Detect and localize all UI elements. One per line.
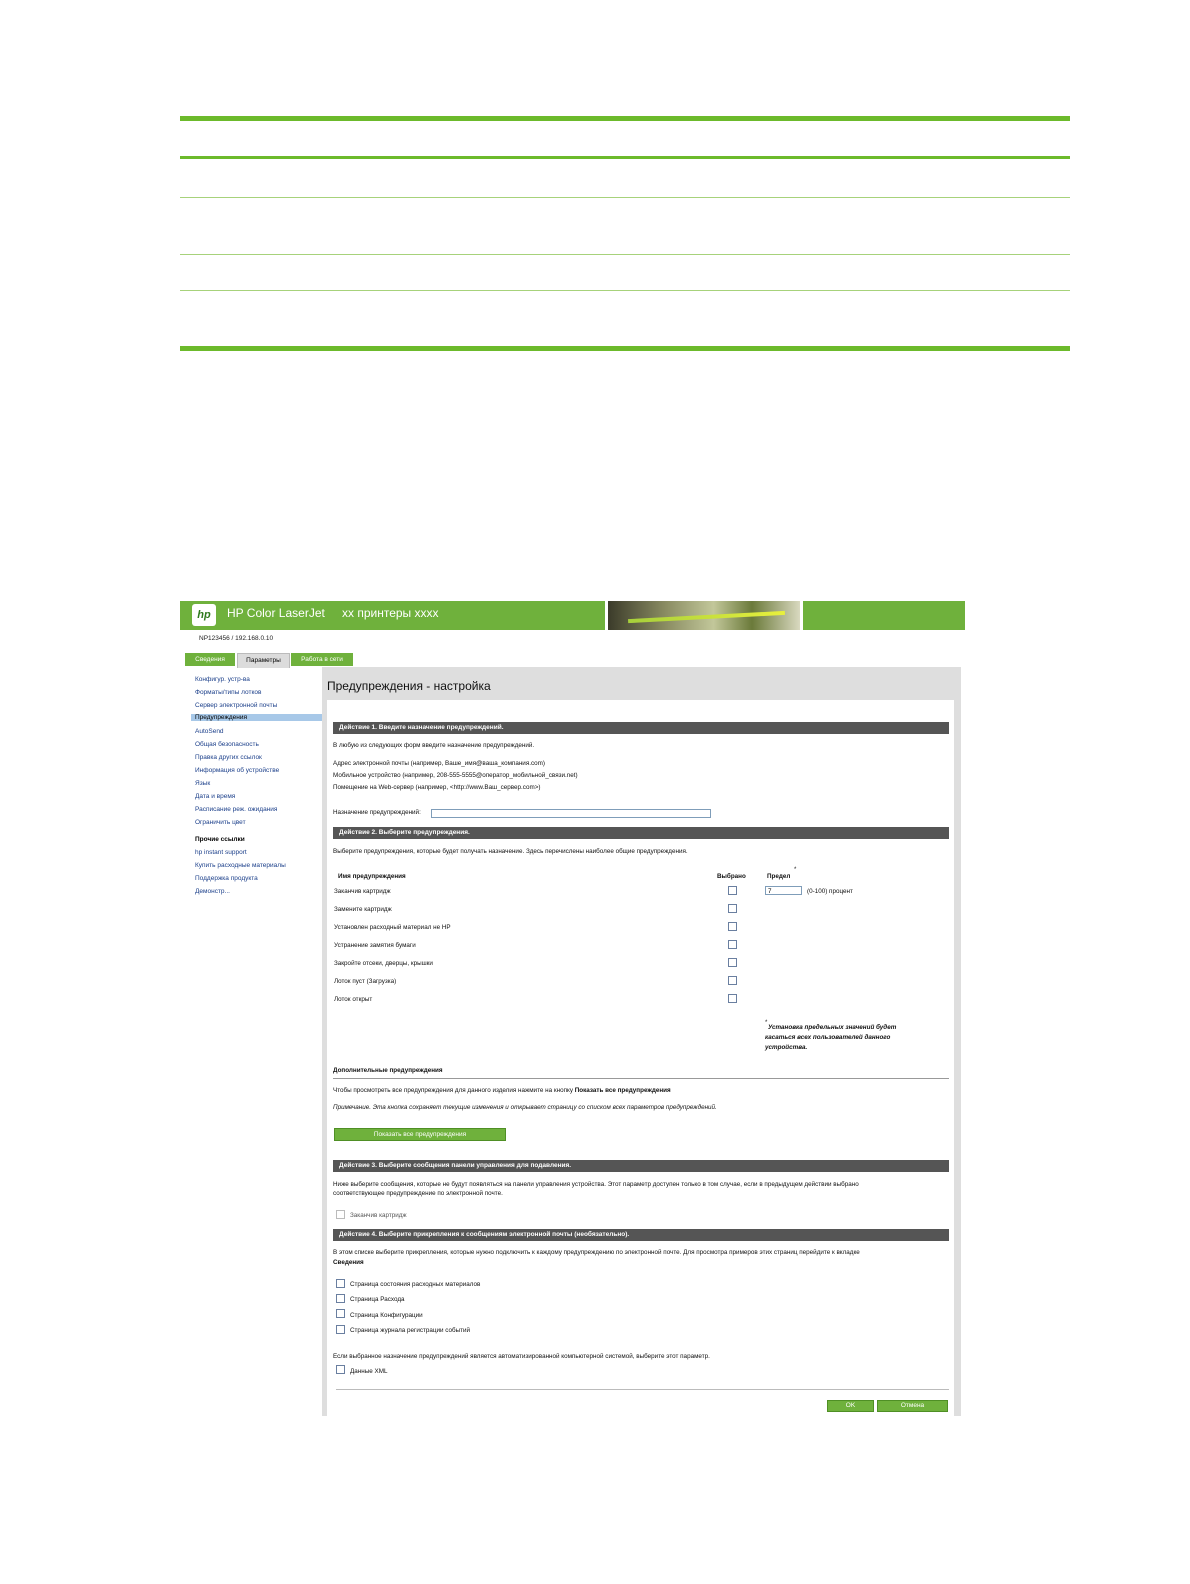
table-row-rule	[180, 197, 1070, 198]
header-banner	[180, 601, 965, 630]
other-links-heading: Прочие ссылки	[195, 836, 245, 843]
xml-label: Данные XML	[350, 1368, 388, 1375]
sidebar-item-restrict-color[interactable]: Ограничить цвет	[195, 819, 246, 826]
sidebar-item-device-config[interactable]: Конфигур. устр-ва	[195, 676, 250, 683]
sidebar-item-date-time[interactable]: Дата и время	[195, 793, 236, 800]
threshold-input[interactable]: 7	[765, 886, 802, 895]
step1-intro: В любую из следующих форм введите назначение предупреждений.	[333, 742, 535, 749]
sidebar-item-alerts[interactable]: Предупреждения	[191, 714, 325, 721]
mobile-example: Мобильное устройство (например, 208-555-5555@оператор_мобильной_связи.net)	[333, 772, 578, 779]
attach-checkbox-supplies[interactable]	[336, 1279, 345, 1288]
alert-checkbox-tray-open[interactable]	[728, 994, 737, 1003]
banner-photo	[608, 601, 800, 630]
step3-bar: Действие 3. Выберите сообщения панели управления для подавления.	[333, 1160, 949, 1172]
banner-green-right	[803, 601, 965, 630]
product-model: xx принтеры xxxx	[342, 606, 439, 620]
sidebar-item-sleep-schedule[interactable]: Расписание реж. ожидания	[195, 806, 278, 813]
alert-name-non-hp-supply: Установлен расходный материал не HP	[334, 924, 451, 931]
destination-input[interactable]	[431, 809, 711, 818]
sidebar-item-security[interactable]: Общая безопасность	[195, 741, 259, 748]
alert-checkbox-paper-jam[interactable]	[728, 940, 737, 949]
content-panel	[327, 700, 954, 1416]
alert-name-paper-jam: Устранение замятия бумаги	[334, 942, 416, 949]
step4-intro-line2: Сведения	[333, 1259, 364, 1266]
show-all-alerts-button[interactable]: Показать все предупреждения	[334, 1128, 506, 1141]
alert-checkbox-tray-empty[interactable]	[728, 976, 737, 985]
hp-logo: hp	[192, 604, 216, 626]
sidebar-item-email-server[interactable]: Сервер электронной почты	[195, 702, 278, 709]
alert-name-cartridge-low: Заканчив картридж	[334, 888, 391, 895]
sidebar-item-autosend[interactable]: AutoSend	[195, 728, 224, 735]
destination-label: Назначение предупреждений:	[333, 809, 421, 816]
email-example: Адрес электронной почты (например, Ваше_имя@ваша_компания.com)	[333, 760, 545, 767]
attach-label-usage: Страница Расхода	[350, 1296, 405, 1303]
step1-bar: Действие 1. Введите назначение предупреждений.	[333, 722, 949, 734]
alert-checkbox-replace-cartridge[interactable]	[728, 904, 737, 913]
attach-label-config: Страница Конфигурации	[350, 1312, 423, 1319]
host-address: NP123456 / 192.168.0.10	[199, 635, 274, 642]
step2-bar: Действие 2. Выберите предупреждения.	[333, 827, 949, 839]
threshold-asterisk: *	[794, 867, 797, 873]
xml-checkbox[interactable]	[336, 1365, 345, 1374]
tab-networking[interactable]: Работа в сети	[291, 653, 353, 666]
col-alert-name: Имя предупреждения	[338, 873, 406, 880]
additional-alerts-note: Примечание. Эта кнопка сохраняет текущие изменения и открывает страницу со списком всех параметров предупреждений.	[333, 1104, 717, 1111]
attach-label-event-log: Страница журнала регистрации событий	[350, 1327, 471, 1334]
table-bottom-rule	[180, 346, 1070, 351]
alert-name-tray-empty: Лоток пуст (Загрузка)	[334, 978, 397, 985]
alert-name-tray-open: Лоток открыт	[334, 996, 373, 1003]
xml-intro: Если выбранное назначение предупреждений является автоматизированной компьютерной системой, выберите этот параметр.	[333, 1353, 710, 1360]
threshold-note-asterisk: *	[765, 1020, 768, 1026]
tab-info[interactable]: Сведения	[185, 653, 235, 666]
web-example: Помещение на Web-сервер (например, <http://www.Ваш_сервер.com>)	[333, 784, 541, 791]
suppress-checkbox-cartridge-low[interactable]	[336, 1210, 345, 1219]
tab-settings[interactable]: Параметры	[237, 653, 290, 668]
suppress-label-cartridge-low: Заканчив картридж	[350, 1212, 407, 1219]
additional-alerts-text: Чтобы просмотреть все предупреждения для данного изделия нажмите на кнопку Показать все предупреждения	[333, 1087, 671, 1094]
step4-intro-line1: В этом списке выберите прикрепления, которые нужно подключить к каждому предупреждению по электронной почте. Для просмотра примеров этих страниц перейдите к вкладке	[333, 1249, 860, 1256]
additional-divider	[333, 1078, 949, 1079]
col-threshold: Предел	[767, 873, 791, 880]
table-header-rule	[180, 156, 1070, 159]
alert-checkbox-close-doors[interactable]	[728, 958, 737, 967]
sidebar-item-tray-sizes[interactable]: Форматы/типы лотков	[195, 689, 262, 696]
attach-checkbox-config[interactable]	[336, 1309, 345, 1318]
attach-checkbox-usage[interactable]	[336, 1294, 345, 1303]
link-product-support[interactable]: Поддержка продукта	[195, 875, 258, 882]
step4-bar: Действие 4. Выберите прикрепления к сообщениям электронной почты (необязательно).	[333, 1229, 949, 1241]
threshold-note-line1: Установка предельных значений будет	[768, 1024, 897, 1031]
alert-name-replace-cartridge: Замените картридж	[334, 906, 392, 913]
alert-checkbox-non-hp-supply[interactable]	[728, 922, 737, 931]
buttons-divider	[336, 1389, 949, 1390]
step2-intro: Выберите предупреждения, которые будет получать назначение. Здесь перечислены наиболее общие предупреждения.	[333, 848, 688, 855]
link-buy-supplies[interactable]: Купить расходные материалы	[195, 862, 286, 869]
attach-label-supplies: Страница состояния расходных материалов	[350, 1281, 481, 1288]
table-top-rule	[180, 116, 1070, 121]
cancel-button[interactable]: Отмена	[877, 1400, 948, 1412]
page-title: Предупреждения - настройка	[327, 679, 491, 693]
attach-checkbox-event-log[interactable]	[336, 1325, 345, 1334]
link-demo[interactable]: Демонстр...	[195, 888, 230, 895]
product-name: HP Color LaserJet	[227, 606, 325, 620]
table-row-rule	[180, 290, 1070, 291]
table-row-rule	[180, 254, 1070, 255]
sidebar-item-language[interactable]: Язык	[195, 780, 211, 787]
additional-alerts-heading: Дополнительные предупреждения	[333, 1067, 443, 1074]
threshold-unit: (0-100) процент	[807, 888, 853, 895]
threshold-note-line2: касаться всех пользователей данного	[765, 1034, 891, 1041]
sidebar-item-device-info[interactable]: Информация об устройстве	[195, 767, 280, 774]
ews-screenshot	[180, 601, 965, 1416]
col-selected: Выбрано	[717, 873, 746, 880]
ok-button[interactable]: OK	[827, 1400, 874, 1412]
step3-intro-line1: Ниже выберите сообщения, которые не будут появляться на панели управления устройства. Этот параметр доступен только в том случае, если в предыдущем действии выбрано	[333, 1181, 859, 1188]
link-instant-support[interactable]: hp instant support	[195, 849, 247, 856]
step3-intro-line2: соответствующее предупреждение по электронной почте.	[333, 1190, 503, 1197]
alert-checkbox-cartridge-low[interactable]	[728, 886, 737, 895]
threshold-note-line3: устройства.	[765, 1044, 808, 1051]
alert-name-close-doors: Закройте отсеки, дверцы, крышки	[334, 960, 433, 967]
sidebar-item-edit-links[interactable]: Правка других ссылок	[195, 754, 262, 761]
